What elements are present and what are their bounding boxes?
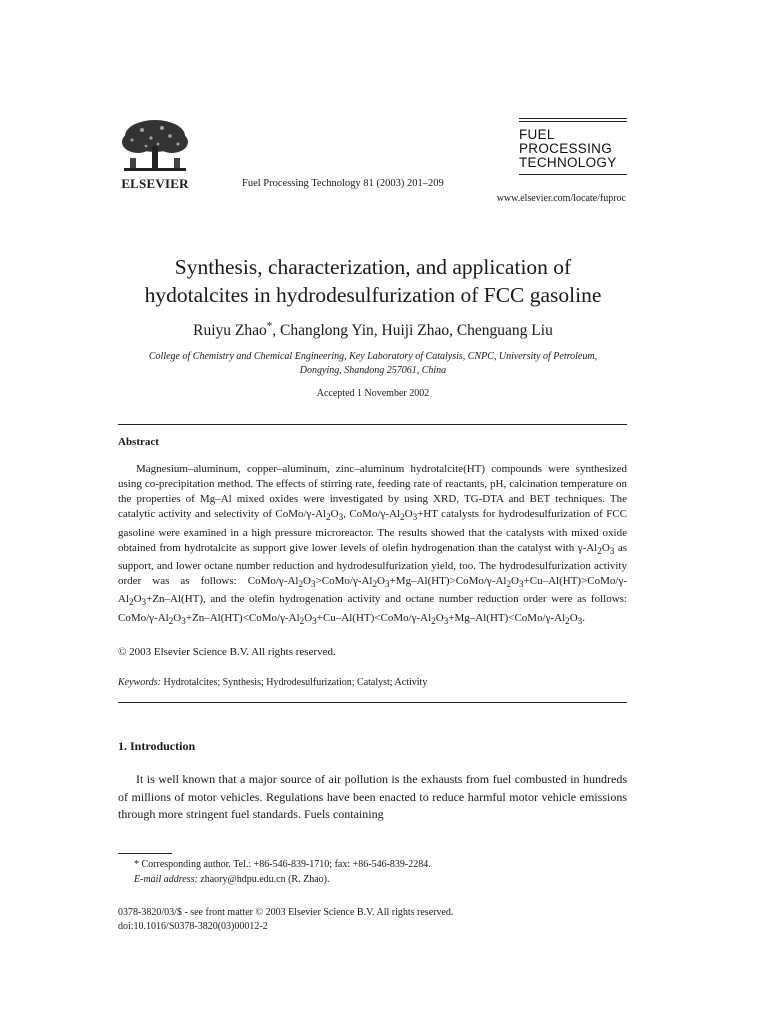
affiliation — [118, 350, 628, 378]
corresponding-mark: * — [266, 320, 273, 332]
journal-reference: Fuel Processing Technology 81 (2003) 201–209 — [242, 178, 444, 189]
journal-brand — [519, 118, 627, 175]
section-heading-introduction: 1. Introduction — [118, 739, 196, 753]
title-line-2: hydotalcites in hydrodesulfurization of FCC gasoline — [144, 283, 602, 307]
abstract-text: Magnesium–aluminum, copper–aluminum, zinc–aluminum hydrotalcite(HT) compounds were synthesized using co-precipitation method. The effects of stirring rate, feeding rate of reactants, pH, calcination temperature on the properties of Mg–Al mixed oxides were investigated by using XRD, TG-DTA and BET techniques. The catalytic activity and selectivity of CoMo/$\gamma-Al_2O_3$, CoMo/$\gamma-Al_2O_3+HT$ catalysts for hydrodesulfurization of FCC gasoline were examined in a high pressure microreactor. The results showed that the catalysts with mixed oxide obtained from hydrotalcite as support give lower levels of olefin hydrogenation than the catalyst with $\gamma-Al_2O_3$ as support, and lower octane number reduction and hydrodesulfurization yield, too. The hydrodesulfurization activity order was as follows: CoMo/$\gamma-Al_2O_3>CoMo/\gamma-Al_2O_3+Mg-Al(HT)>CoMo/\gamma-Al_2O_3+Cu-Al(HT)>CoMo/\gamma-Al_2O_3+Zn-Al(HT)$, and the olefin hydrogenation activity and octane number reduction order were as follows: CoMo/$\gamma-Al_2O_3+Zn-Al(HT)<CoMo/\gamma-Al_2O_3+Cu-Al(HT)<CoMo/\gamma-Al_2O_3+Mg-Al(HT)<CoMo/\gamma-Al_2O_3$. — [118, 463, 627, 626]
affiliation-line-1: College of Chemistry and Chemical Engineering, Key Laboratory of Catalysis, CNPC, University of Petroleum, — [148, 351, 598, 362]
article-title — [100, 253, 646, 309]
title-line-1: Synthesis, characterization, and application of — [174, 255, 572, 279]
footnote-corresponding: * Corresponding author. Tel.: +86-546-839-1710; fax: +86-546-839-2284. — [134, 859, 431, 870]
brand-line-2: PROCESSING — [519, 141, 613, 156]
brand-bottom-rule — [519, 174, 627, 175]
keywords — [118, 677, 627, 688]
footnote-email — [134, 874, 329, 885]
abstract-heading: Abstract — [118, 436, 159, 448]
publisher-name: ELSEVIER — [121, 176, 189, 191]
introduction-text: It is well known that a major source of air pollution is the exhausts from fuel combusted in hundreds of millions of motor vehicles. Regulations have been enacted to reduce harmful motor vehicle emissions through more stringent fuel standards. Fuels containing — [118, 772, 627, 821]
keywords-list: Hydrotalcites; Synthesis; Hydrodesulfurization; Catalyst; Activity — [163, 677, 428, 688]
brand-line-3: TECHNOLOGY — [519, 155, 617, 170]
email-label: E-mail address: — [134, 874, 198, 885]
doi-line[interactable]: doi:10.1016/S0378-3820(03)00012-2 — [118, 921, 268, 932]
accepted-date: Accepted 1 November 2002 — [316, 388, 430, 399]
author-list — [100, 320, 646, 340]
divider-top — [118, 424, 627, 425]
journal-url[interactable]: www.elsevier.com/locate/fuproc — [496, 193, 626, 204]
elsevier-tree-logo — [118, 118, 192, 176]
author-corresponding: Ruiyu Zhao — [193, 322, 267, 340]
brand-line-1: FUEL — [519, 127, 555, 142]
email-address[interactable]: zhaory@hdpu.edu.cn (R. Zhao). — [200, 874, 330, 885]
authors-rest: , Changlong Yin, Huiji Zhao, Chenguang Liu — [272, 322, 553, 340]
divider-bottom — [118, 702, 627, 703]
footnote-rule — [118, 853, 172, 854]
abstract-copyright: © 2003 Elsevier Science B.V. All rights reserved. — [118, 646, 336, 658]
keywords-label: Keywords: — [118, 677, 161, 688]
issn-line: 0378-3820/03/$ - see front matter © 2003 Elsevier Science B.V. All rights reserved. — [118, 907, 454, 918]
affiliation-line-2: Dongying, Shandong 257061, China — [299, 365, 447, 376]
